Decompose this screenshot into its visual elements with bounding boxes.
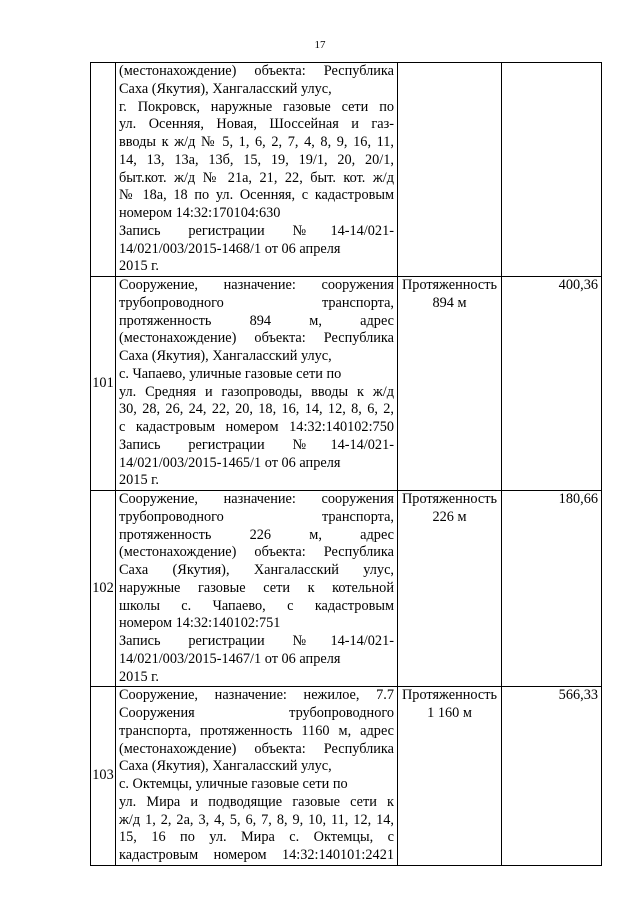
description-line: (местонахождение) объекта: Республика — [119, 63, 394, 79]
object-value: 400,36 — [502, 277, 602, 491]
description-line: 2015 г. — [119, 668, 159, 685]
length-value: 894 м — [432, 294, 467, 311]
table-row — [91, 491, 602, 687]
description-line: вводы к ж/д № 5, 1, 6, 2, 7, 4, 8, 9, 16, 11, — [119, 134, 394, 150]
description-line: Сооружения трубопроводного — [119, 705, 394, 721]
description-line: трубопроводного транспорта, — [119, 508, 394, 525]
object-description — [116, 277, 398, 491]
description-line: (местонахождение) объекта: Республика — [119, 330, 394, 347]
description-line: 2015 г. — [119, 472, 159, 489]
description-line: Саха (Якутия), Хангаласский улус, — [119, 562, 394, 578]
length-value: 226 м — [432, 508, 467, 525]
description-line: Запись регистрации №14-14/021- — [119, 436, 394, 453]
description-line: с кадастровым номером 14:32:140102:750 — [119, 419, 394, 435]
object-length — [398, 491, 502, 687]
description-line: 30, 28, 26, 24, 22, 20, 18, 16, 14, 12, 8, 6, 2, — [119, 401, 394, 418]
length-value: 1 160 м — [427, 705, 472, 721]
object-value: 180,66 — [502, 491, 602, 687]
page-number: 17 — [314, 39, 326, 51]
description-line: транспорта, протяженность 1160 м, адрес — [119, 722, 394, 739]
description-line: 14/021/003/2015-1468/1 от 06 апреля — [119, 240, 341, 257]
row-number: 101 — [91, 277, 116, 491]
table-row — [91, 63, 602, 277]
object-description — [116, 63, 398, 277]
description-line: ж/д 1, 2, 2а, 3, 4, 5, 6, 7, 8, 9, 10, 11, 12, 14, — [119, 811, 394, 828]
table-row — [91, 687, 602, 866]
description-line: ул. Средняя и газопроводы, вводы к ж/д — [119, 383, 394, 400]
description-line: Сооружение, назначение: нежилое, 7.7 — [119, 687, 394, 704]
object-length — [398, 277, 502, 491]
description-line: 14/021/003/2015-1467/1 от 06 апреля — [119, 650, 341, 667]
description-line: протяженность 226 м, адрес — [119, 526, 394, 543]
description-line: Запись регистрации №14-14/021- — [119, 633, 394, 649]
length-label: Протяженность — [401, 491, 498, 507]
description-line: (местонахождение) объекта: Республика — [119, 740, 394, 757]
description-line: ул. Осенняя, Новая, Шоссейная и газ- — [119, 116, 394, 133]
description-line: 14, 13, 13а, 13б, 15, 19, 19/1, 20, 20/1, — [119, 151, 394, 168]
length-label: Протяженность — [401, 277, 498, 293]
description-line: трубопроводного транспорта, — [119, 294, 394, 311]
description-line: Сооружение, назначение: сооружения — [119, 491, 394, 507]
description-line: номером 14:32:170104:630 — [119, 205, 281, 221]
table-body — [91, 63, 602, 866]
description-line: быт.кот. ж/д № 21а, 21, 22, быт. кот. ж/д — [119, 169, 394, 186]
description-line: номером 14:32:140102:751 — [119, 615, 281, 632]
table-row — [91, 277, 602, 491]
description-line: наружные газовые сети к котельной — [119, 579, 394, 596]
description-line: Запись регистрации №14-14/021- — [119, 222, 394, 239]
description-line: 2015 г. — [119, 258, 159, 275]
object-length — [398, 63, 502, 277]
object-description — [116, 687, 398, 866]
description-line: 15, 16 по ул. Мира с. Октемцы, с — [119, 829, 394, 846]
description-line: (местонахождение) объекта: Республика — [119, 544, 394, 561]
description-line: Саха (Якутия), Хангаласский улус, — [119, 348, 332, 364]
description-line: Саха (Якутия), Хангаласский улус, — [119, 758, 332, 775]
description-line: Сооружение, назначение: сооружения — [119, 277, 394, 293]
description-line: Саха (Якутия), Хангаласский улус, — [119, 80, 332, 97]
object-value — [502, 63, 602, 277]
description-line: с. Октемцы, уличные газовые сети по — [119, 776, 348, 792]
row-number — [91, 63, 116, 277]
property-registry-table — [90, 62, 602, 866]
object-value: 566,33 — [502, 687, 602, 866]
description-line: школы с. Чапаево, с кадастровым — [119, 597, 394, 614]
row-number: 103 — [91, 687, 116, 866]
description-line: кадастровым номером 14:32:140101:2421 — [119, 847, 394, 863]
length-label: Протяженность — [401, 687, 498, 704]
description-line: г. Покровск, наружные газовые сети по — [119, 98, 394, 115]
description-line: 14/021/003/2015-1465/1 от 06 апреля — [119, 454, 341, 471]
description-line: протяженность 894 м, адрес — [119, 312, 394, 329]
description-line: с. Чапаево, уличные газовые сети по — [119, 365, 342, 382]
description-line: № 18а, 18 по ул. Осенняя, с кадастровым — [119, 187, 394, 204]
row-number: 102 — [91, 491, 116, 687]
object-length — [398, 687, 502, 866]
description-line: ул. Мира и подводящие газовые сети к — [119, 793, 394, 810]
object-description — [116, 491, 398, 687]
